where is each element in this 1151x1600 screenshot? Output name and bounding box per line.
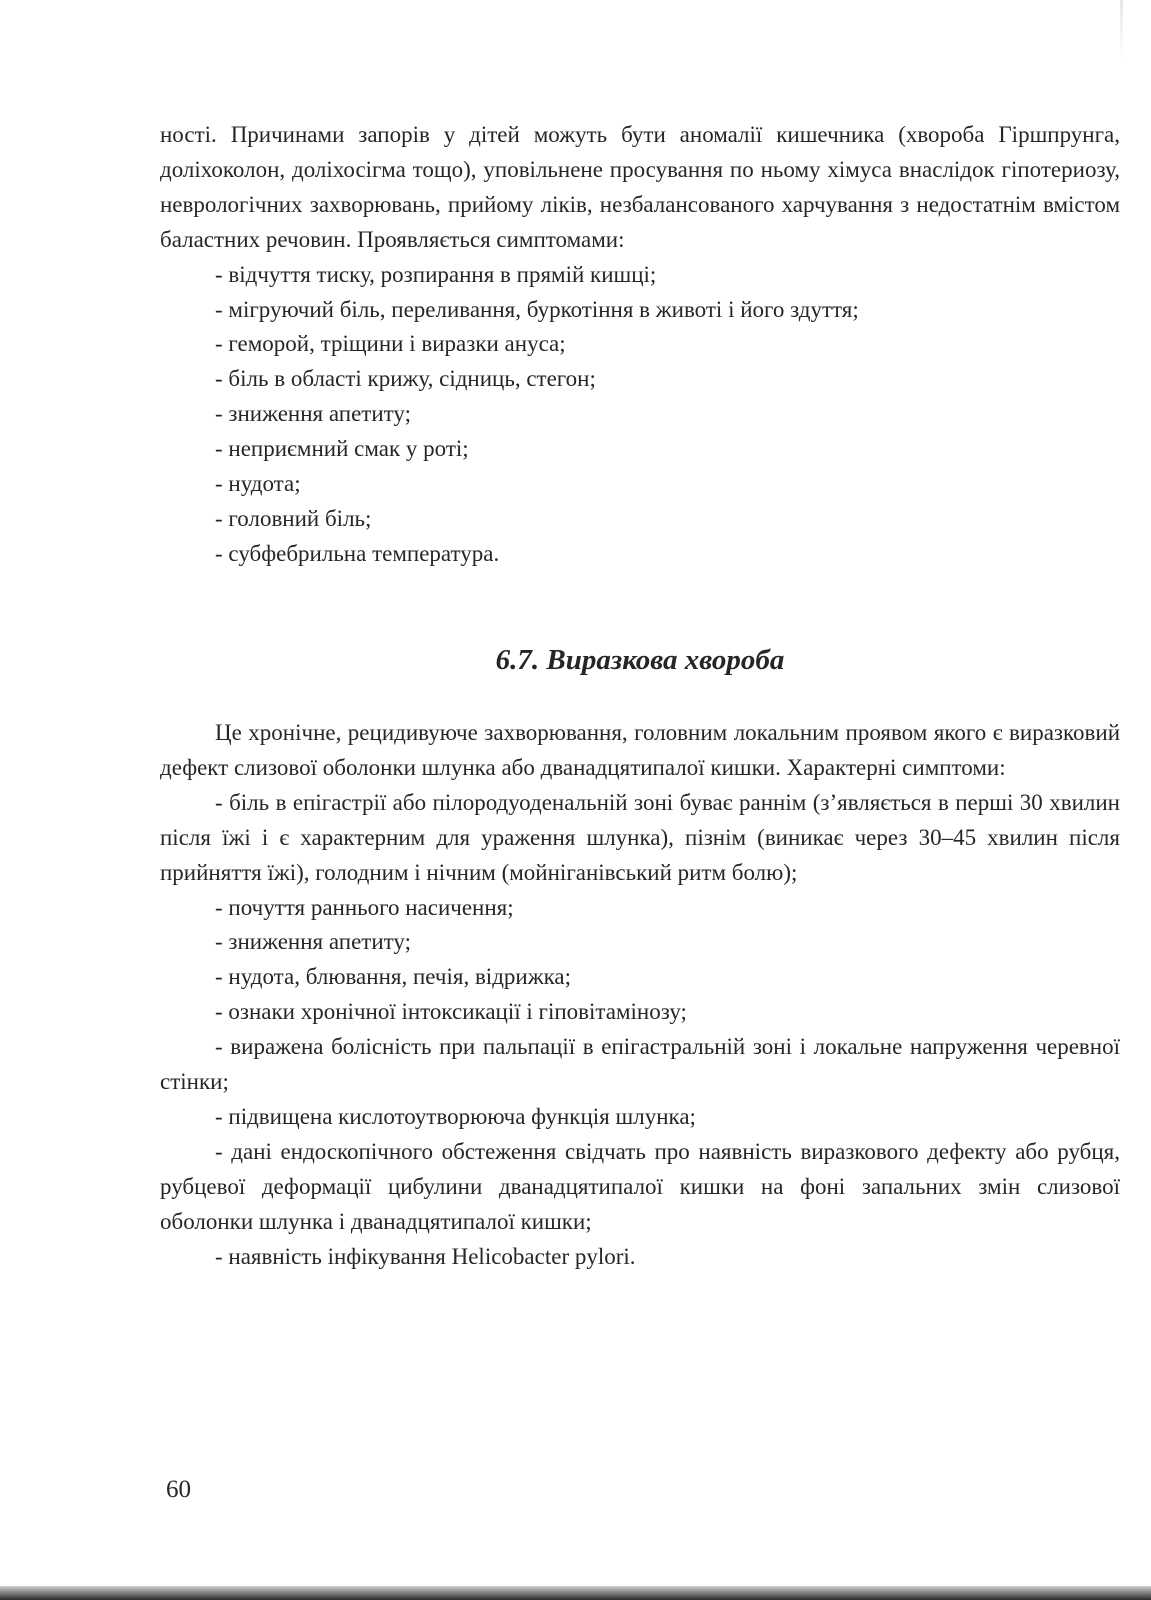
- symptom-item: - нудота;: [215, 471, 301, 497]
- scan-edge-shadow: [1120, 0, 1123, 60]
- symptom-item: - мігруючий біль, переливання, буркотіння в животі і його здуття;: [215, 296, 859, 322]
- symptom-item: - відчуття тиску, розпирання в прямій кишці;: [215, 261, 657, 287]
- constipation-text-block: [160, 118, 1120, 572]
- symptom-item: - біль в області крижу, сідниць, стегон;: [215, 366, 596, 392]
- symptom-item: - дані ендоскопічного обстеження свідчать про наявність виразкового дефекту або рубця, рубцевої деформації цибулини дванадцятипалої кишки на фоні запальних змін слизової оболонки шлунка і дванадцятипалої кишки;: [160, 1138, 1120, 1234]
- symptom-item: - головний біль;: [215, 505, 372, 531]
- symptom-item: - виражена болісність при пальпації в епігастральній зоні і локальне напруження черевної стінки;: [160, 1034, 1120, 1095]
- symptom-item: - субфебрильна температура.: [215, 540, 500, 566]
- symptom-item: - зниження апетиту;: [215, 401, 411, 427]
- symptom-item: - почуття раннього насичення;: [215, 894, 514, 920]
- section-intro: Це хронічне, рецидивуюче захворювання, головним локальним проявом якого є виразковий дефект слизової оболонки шлунка або дванадцятипалої кишки. Характерні симптоми:: [160, 720, 1120, 780]
- symptom-item: - наявність інфікування Helicobacter pylori.: [215, 1243, 636, 1269]
- symptom-item: - біль в епігастрії або пілородуоденальній зоні буває раннім (з’являється в перші 30 хвилин після їжі і є характерним для ураження шлунка), пізнім (виникає через 30–45 хвилин після прийняття їжі), голодним і нічним (мойніганівський ритм болю);: [160, 789, 1120, 885]
- scan-bottom-edge: [0, 1586, 1151, 1600]
- section-heading: 6.7. Виразкова хвороба: [495, 644, 785, 676]
- lead-paragraph: ності. Причинами запорів у дітей можуть бути аномалії кишечника (хвороба Гіршпрунга, доліхоколон, доліхосігма тощо), уповільнене просування по ньому хімуса внаслідок гіпотериозу, неврологічних захворювань, прийому ліків, незбалансованого харчування з недостатнім вмістом баластних речовин. Проявляється симптомами:: [160, 122, 1120, 252]
- page-number: 60: [166, 1476, 191, 1503]
- symptom-item: - підвищена кислотоутворююча функція шлунка;: [215, 1103, 696, 1129]
- symptom-item: - нудота, блювання, печія, відрижка;: [215, 964, 572, 990]
- symptom-item: - неприємний смак у роті;: [215, 436, 469, 462]
- symptom-item: - ознаки хронічної інтоксикації і гіповітамінозу;: [215, 999, 687, 1025]
- ulcer-text-block: [160, 716, 1120, 1275]
- symptom-item: - зниження апетиту;: [215, 929, 411, 955]
- symptom-item: - геморой, тріщини і виразки ануса;: [215, 331, 566, 357]
